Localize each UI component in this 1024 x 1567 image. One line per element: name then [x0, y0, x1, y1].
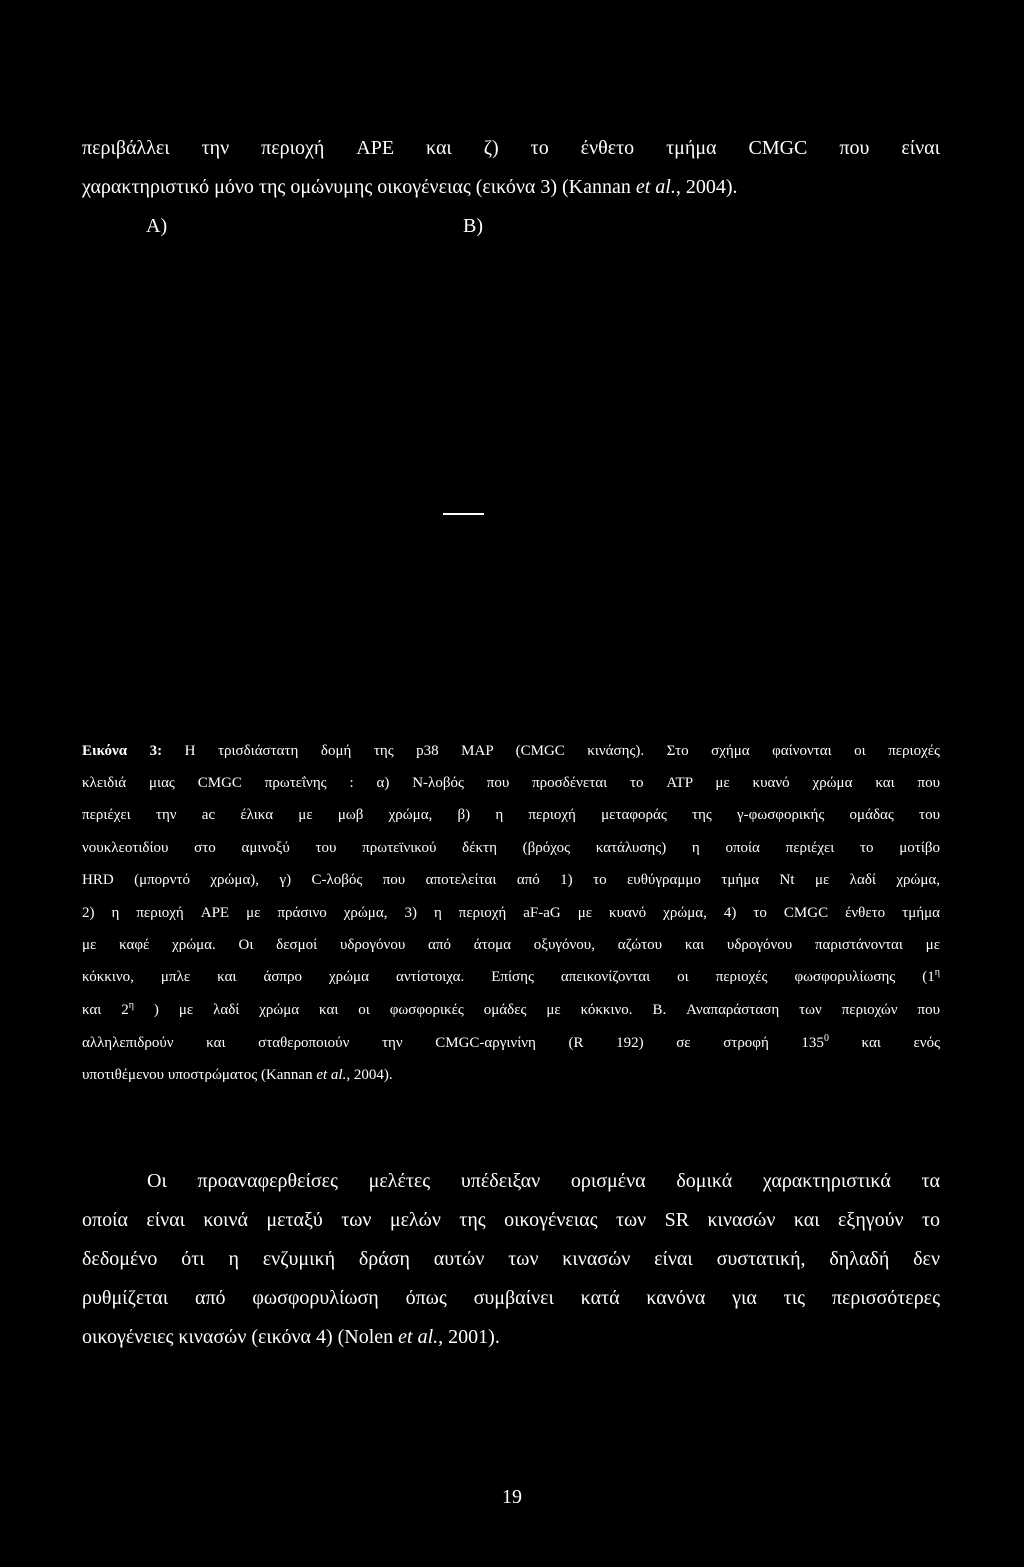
caption-line-11-end: , 2004).	[346, 1067, 393, 1083]
figure-panel-a-label: A)	[146, 215, 168, 237]
intro-et-al: et al.	[635, 176, 676, 198]
page-number: 19	[502, 1486, 522, 1508]
caption-et-al: et al.	[316, 1067, 347, 1083]
caption-line-8-text: κόκκινο, μπλε και άσπρο χρώμα αντίστοιχα. Επίσης απεικονίζονται οι περιοχές φωσφορυλίωσης (1	[82, 969, 935, 985]
caption-line-1	[82, 743, 940, 760]
body-et-al: et al.	[398, 1326, 439, 1348]
caption-line-7: με καφέ χρώμα. Οι δεσμοί υδρογόνου από άτομα οξυγόνου, αζώτου και υδρογόνου παριστάνονται με	[82, 937, 940, 953]
caption-line-9	[82, 1002, 940, 1019]
caption-line-2: κλειδιά μιας CMGC πρωτεΐνης : α) Ν-λοβός που προσδένεται το ATP με κυανό χρώμα και που	[82, 775, 940, 791]
body-line-5-text: οικογένειες κινασών (εικόνα 4) (Nolen	[82, 1326, 399, 1348]
caption-line-9-start: και 2	[82, 1002, 129, 1018]
body-line-5	[82, 1326, 500, 1349]
caption-line-10	[82, 1035, 940, 1052]
caption-sup-2: η	[128, 1000, 134, 1011]
caption-line-8	[82, 969, 940, 986]
figure-divider	[443, 513, 484, 515]
caption-line-11-text: υποτιθέμενου υποστρώματος (Kannan	[82, 1067, 317, 1083]
caption-line-10-text: αλληλεπιδρούν και σταθεροποιούν την CMGC-αργινίνη (R 192) σε στροφή 135	[82, 1035, 824, 1051]
intro-line-1: περιβάλλει την περιοχή APE και ζ) το ένθετο τμήμα CMGC που είναι	[82, 137, 940, 159]
intro-line-2	[82, 176, 738, 199]
caption-sup-1: η	[934, 967, 940, 978]
body-line-4: ρυθμίζεται από φωσφορυλίωση όπως συμβαίνει κατά κανόνα για τις περισσότερες	[82, 1287, 940, 1309]
caption-sup-degree: 0	[823, 1033, 829, 1044]
caption-line-3: περιέχει την ac έλικα με μωβ χρώμα, β) η περιοχή μεταφοράς της γ-φωσφορικής ομάδας του	[82, 807, 940, 823]
caption-line-11	[82, 1067, 393, 1084]
caption-line-1-text: Η τρισδιάστατη δομή της p38 MAP (CMGC κινάσης). Στο σχήμα φαίνονται οι περιοχές	[184, 743, 940, 759]
caption-line-9-text: ) με λαδί χρώμα και οι φωσφορικές ομάδες με κόκκινο. B. Αναπαράσταση των περιοχών που	[133, 1002, 940, 1018]
body-line-3: δεδομένο ότι η ενζυμική δράση αυτών των κινασών είναι συστατική, δηλαδή δεν	[82, 1248, 940, 1270]
intro-line-2-end: , 2004).	[675, 176, 738, 198]
caption-label: Εικόνα 3:	[82, 743, 163, 759]
body-line-5-end: , 2001).	[438, 1326, 500, 1348]
caption-line-5: HRD (μπορντό χρώμα), γ) C-λοβός που αποτελείται από 1) το ευθύγραμμο τμήμα Nt με λαδί χρώμα,	[82, 872, 940, 888]
caption-line-10-end: και ενός	[828, 1035, 941, 1051]
intro-line-2-text: χαρακτηριστικό μόνο της ομώνυμης οικογένειας (εικόνα 3) (Kannan	[82, 176, 636, 198]
body-line-2: οποία είναι κοινά μεταξύ των μελών της οικογένειας των SR κινασών και εξηγούν το	[82, 1209, 940, 1231]
body-line-1: Οι προαναφερθείσες μελέτες υπέδειξαν ορισμένα δομικά χαρακτηριστικά τα	[147, 1170, 940, 1192]
figure-panel-b-label: B)	[463, 215, 483, 237]
caption-line-4: νουκλεοτιδίου στο αμινοξύ του πρωτεϊνικού δέκτη (βρόχος κατάλυσης) η οποία περιέχει το μοτίβο	[82, 840, 940, 856]
caption-line-6: 2) η περιοχή APE με πράσινο χρώμα, 3) η περιοχή aF-aG με κυανό χρώμα, 4) το CMGC ένθετο τμήμα	[82, 905, 940, 921]
